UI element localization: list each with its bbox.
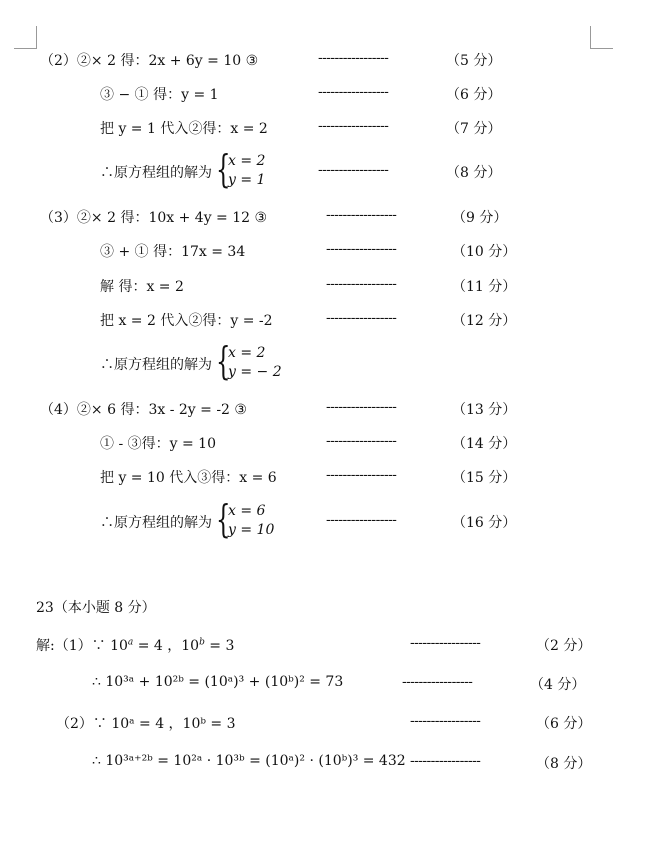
q23-heading: 23（本小题 8 分） [36,600,156,616]
q23-dashes-4: ----------------- [410,753,481,769]
p4-solution-label: ∴原方程组的解为 [100,515,212,531]
p2-score-4: （8 分） [446,165,502,181]
q23-line-3: （2）∵ 10ᵃ = 4 ，10ᵇ = 3 [56,716,236,732]
p2-line-1: （2）②× 2 得：2x + 6y = 10 ③ [40,53,259,69]
p2-score-2: （6 分） [446,87,502,103]
p4-dashes-4: ----------------- [326,512,397,528]
p3-line-4: 把 x = 2 代入②得：y = -2 [100,313,273,329]
p4-dashes-2: ----------------- [326,433,397,449]
p4-line-1: （4）②× 6 得：3x - 2y = -2 ③ [40,402,247,418]
p2-dashes-3: ----------------- [318,118,389,134]
q23-line-2: ∴ 10³ᵃ + 10²ᵇ = (10ᵃ)³ + (10ᵇ)² = 73 [92,674,344,690]
p3-line-2: ③ + ① 得：17x = 34 [100,244,246,260]
p4-score-3: （15 分） [452,470,517,486]
page-corner-mark-right [590,26,613,49]
q23-score-2: （4 分） [530,677,586,693]
q23-l1-mid: = 4 ，10 [133,638,200,654]
p2-line-3: 把 y = 1 代入②得：x = 2 [100,121,268,137]
p4-solution-x: x = 6 [228,503,266,519]
p3-score-3: （11 分） [452,279,517,295]
p2-solution-label: ∴原方程组的解为 [100,165,212,181]
p3-brace: { [216,339,231,383]
p4-line-2: ① - ③得：y = 10 [100,436,216,452]
p4-score-2: （14 分） [452,436,517,452]
q23-line-1 [36,635,234,655]
q23-dashes-2: ----------------- [402,674,473,690]
p4-line-3: 把 y = 10 代入③得：x = 6 [100,470,277,486]
p2-score-3: （7 分） [446,121,502,137]
page-corner-mark-left [14,26,37,49]
p3-dashes-2: ----------------- [326,241,397,257]
p3-dashes-1: ----------------- [326,207,397,223]
p3-dashes-3: ----------------- [326,276,397,292]
q23-dashes-1: ----------------- [410,635,481,651]
p3-line-1: （3）②× 2 得：10x + 4y = 12 ③ [40,210,268,226]
q23-dashes-3: ----------------- [410,713,481,729]
p2-brace: { [216,147,231,191]
p4-dashes-3: ----------------- [326,467,397,483]
q23-score-3: （6 分） [536,716,592,732]
p4-score-1: （13 分） [452,402,517,418]
p2-score-1: （5 分） [446,53,502,69]
q23-line-4: ∴ 10³ᵃ⁺²ᵇ = 10²ᵃ · 10³ᵇ = (10ᵃ)² · (10ᵇ)³ = 432 [92,753,406,769]
p2-dashes-4: ----------------- [318,162,389,178]
p2-solution-y: y = 1 [228,172,266,188]
p2-dashes-2: ----------------- [318,84,389,100]
q23-l1-sup-a: a [127,637,134,648]
q23-l1-end: = 3 [204,638,235,654]
p4-score-4: （16 分） [452,515,517,531]
p2-dashes-1: ----------------- [318,50,389,66]
p2-solution-x: x = 2 [228,153,266,169]
p3-solution-label: ∴原方程组的解为 [100,357,212,373]
p3-dashes-4: ----------------- [326,310,397,326]
p3-score-2: （10 分） [452,244,517,260]
p3-score-4: （12 分） [452,313,517,329]
p3-line-3: 解 得：x = 2 [100,279,184,295]
p4-brace: { [216,497,231,541]
p3-solution-x: x = 2 [228,345,266,361]
q23-l1-sup-b: b [199,637,205,648]
p3-solution-y: y = − 2 [228,364,282,380]
q23-l1-text: 解:（1）∵ 10 [36,638,128,654]
p2-line-2: ③ − ① 得：y = 1 [100,87,219,103]
q23-score-1: （2 分） [536,638,592,654]
q23-score-4: （8 分） [536,756,592,772]
p4-solution-y: y = 10 [228,522,275,538]
p3-score-1: （9 分） [452,210,508,226]
p4-dashes-1: ----------------- [326,399,397,415]
